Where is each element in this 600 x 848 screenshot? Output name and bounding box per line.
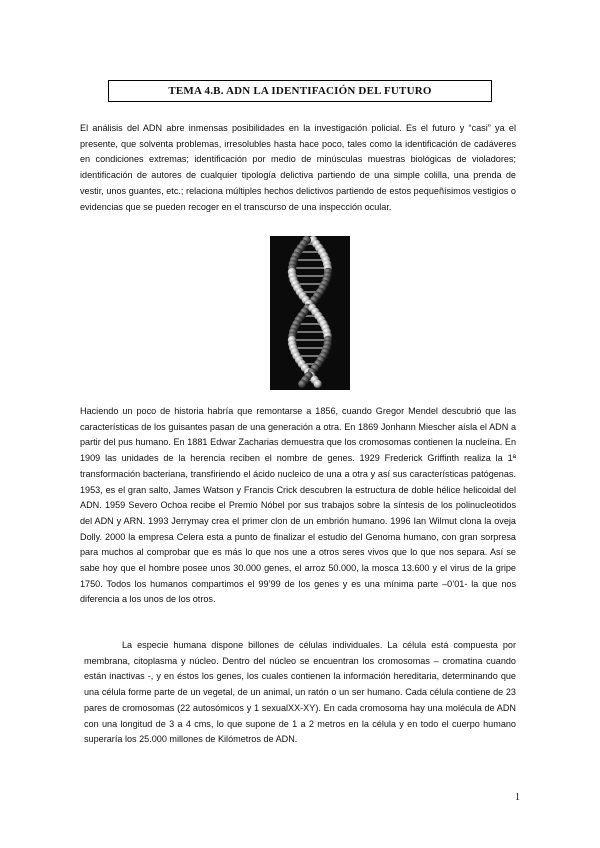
intro-paragraph: El análisis del ADN abre inmensas posibilidades en la investigación policial. Es el futuro y “casi” ya el presente, que solventa problemas, irresolubles hasta hace poco, tales como la identificación de cadáveres en condiciones extremas; identificación por medio de minúsculas muestras biológicas de violadores; identificación de autores de cualquier tipología delictiva partiendo de una simple colilla, una prenda de vestir, unos guantes, etc.; relaciona múltiples hechos delictivos partiendo de estos pequeñísimos vestigios o evidencias que se pueden recoger en el transcurso de una inspección ocular. <box>80 123 516 212</box>
history-paragraph: Haciendo un poco de historia habría que remontarse a 1856, cuando Gregor Mendel descubrió que las características de los guisantes pasan de una generación a otra. En 1869 Jonhann Miescher aísla el ADN a partir del pus humano. En 1881 Edwar Zacharias demuestra que los cromosomas contienen la nucleína. En 1909 las unidades de la herencia reciben el nombre de genes. 1929 Frederick Griffinth realiza la 1ª transformación bacteriana, transfiriendo el ácido nucleico de una a otra y así sus características patógenas. 1953, es el gran salto, James Watson y Francis Crick descubren la estructura de doble hélice helicoidal del ADN. 1959 Severo Ochoa recibe el Premio Nóbel por sus trabajos sobre la síntesis de los polinucleotidos del ADN y ARN. 1993 Jerrymay crea el primer clon de un embrión humano. 1996 Ian Wilmut clona la oveja Dolly. 2000 la empresa Celera esta a punto de finalizar el estudio del Genoma humano, con gran sorpresa para muchos al comprobar que es más lo que nos une a otros seres vivos que lo que nos separa. Así se sabe hoy que el hombre posee unos 30.000 genes, el arroz 50.000, la mosca 13.600 y el virus de la gripe 1750. Todos los humanos compartimos el 99’99 de los genes y es una mínima parte –0’01- la que nos diferencia a los unos de los otros. <box>80 406 516 605</box>
document-title-box <box>108 80 492 102</box>
dna-helix-icon <box>270 236 350 390</box>
page-number: 1 <box>515 792 520 803</box>
dna-helix-image <box>270 236 350 390</box>
document-title: TEMA 4.B. ADN LA IDENTIFACIÓN DEL FUTURO <box>168 85 432 97</box>
cell-paragraph: La especie humana dispone billones de células individuales. La célula está compuesta por membrana, citoplasma y núcleo. Dentro del núcleo se encuentran los cromosomas – cromatina cuando están inactivas -, y en éstos los genes, los cuales contienen la información hereditaria, determinando que una célula forme parte de un vegetal, de un animal, un ratón o un ser humano. Cada célula contiene de 23 pares de cromosomas (22 autosómicos y 1 sexualXX-XY). En cada cromosoma hay una molécula de ADN con una longitud de 3 a 4 cms, lo que supone de 1 a 2 metros en la célula y en todo el cuerpo humano superaría los 25.000 millones de Kilómetros de ADN. <box>84 640 516 745</box>
